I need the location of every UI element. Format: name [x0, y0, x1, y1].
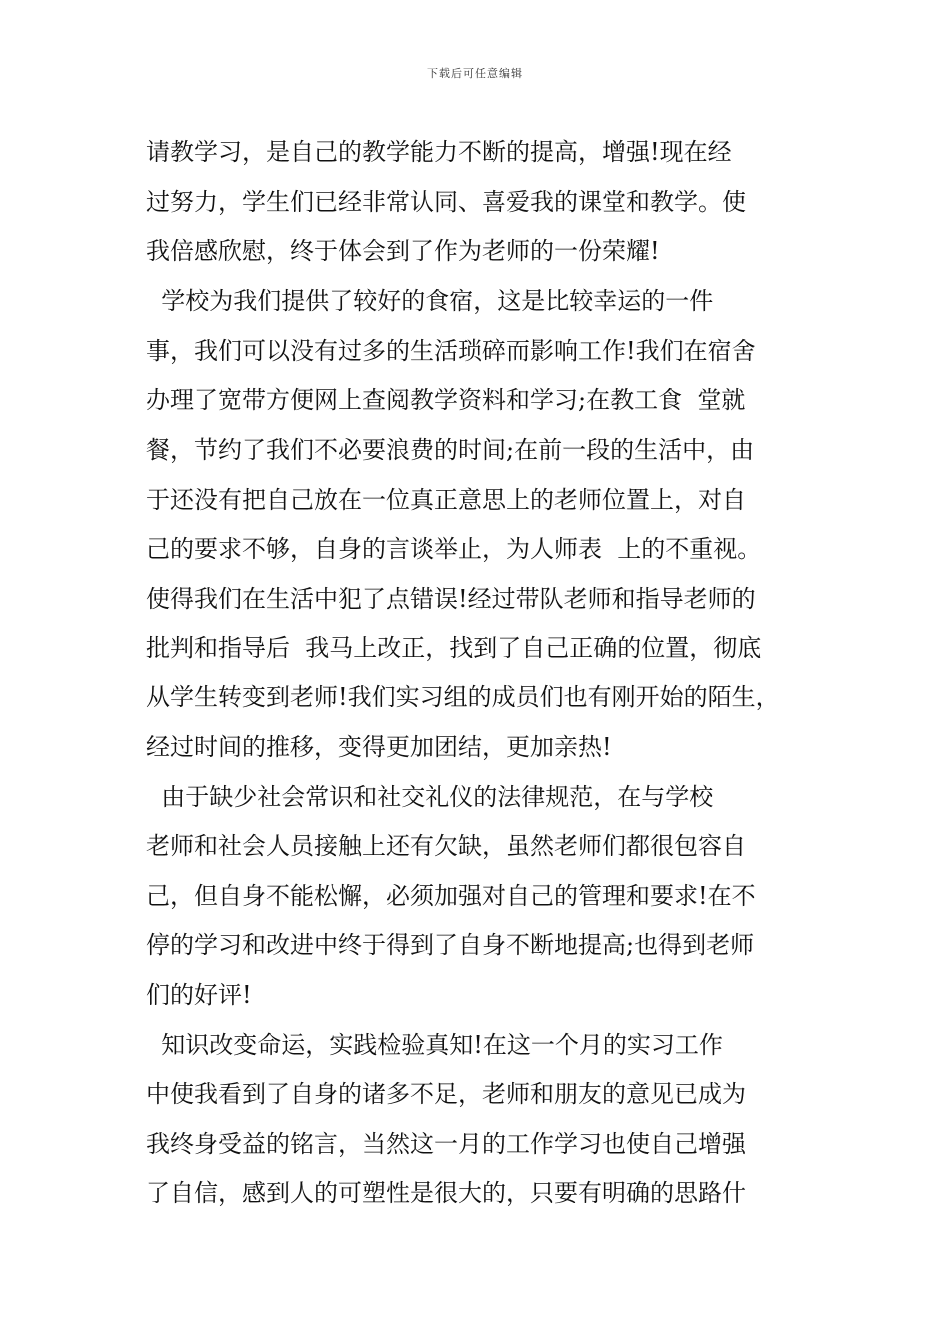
- text-line: 了自信，感到人的可塑性是很大的，只要有明确的思路什: [146, 1179, 746, 1207]
- text-line: 过努力，学生们已经非常认同、喜爱我的课堂和教学。使: [146, 188, 746, 216]
- text-line: 停的学习和改进中终于得到了自身不断地提高;也得到老师: [146, 931, 755, 959]
- text-line: 使得我们在生活中犯了点错误!经过带队老师和指导老师的: [146, 585, 756, 613]
- text-line: 们的好评!: [146, 981, 252, 1009]
- text-line: 己的要求不够，自身的言谈举止，为人师表 上的不重视。: [146, 535, 762, 563]
- text-line: 老师和社会人员接触上还有欠缺，虽然老师们都很包容自: [146, 832, 746, 860]
- text-line: 从学生转变到老师!我们实习组的成员们也有刚开始的陌生，: [146, 683, 780, 711]
- paragraph-start-line: 学校为我们提供了较好的食宿，这是比较幸运的一件: [146, 287, 714, 315]
- text-line: 我倍感欣慰，终于体会到了作为老师的一份荣耀!: [146, 237, 660, 265]
- text-line: 事，我们可以没有过多的生活琐碎而影响工作!我们在宿舍: [146, 337, 756, 365]
- text-line: 餐，节约了我们不必要浪费的时间;在前一段的生活中，由: [146, 436, 755, 464]
- text-line: 请教学习，是自己的教学能力不断的提高，增强!现在经: [146, 138, 732, 166]
- text-line: 批判和指导后 我马上改正，找到了自己正确的位置，彻底: [146, 634, 762, 662]
- page-header: 下载后可任意编辑: [427, 67, 523, 80]
- text-line: 经过时间的推移，变得更加团结，更加亲热!: [146, 733, 612, 761]
- paragraph-start-line: 由于缺少社会常识和社交礼仪的法律规范，在与学校: [146, 783, 714, 811]
- text-line: 己，但自身不能松懈，必须加强对自己的管理和要求!在不: [146, 882, 756, 910]
- text-line: 中使我看到了自身的诸多不足，老师和朋友的意见已成为: [146, 1080, 746, 1108]
- text-line: 于还没有把自己放在一位真正意思上的老师位置上，对自: [146, 486, 746, 514]
- paragraph-start-line: 知识改变命运，实践检验真知!在这一个月的实习工作: [146, 1031, 723, 1059]
- text-line: 办理了宽带方便网上查阅教学资料和学习;在教工食 堂就: [146, 386, 746, 414]
- text-line: 我终身受益的铭言，当然这一月的工作学习也使自己增强: [146, 1130, 746, 1158]
